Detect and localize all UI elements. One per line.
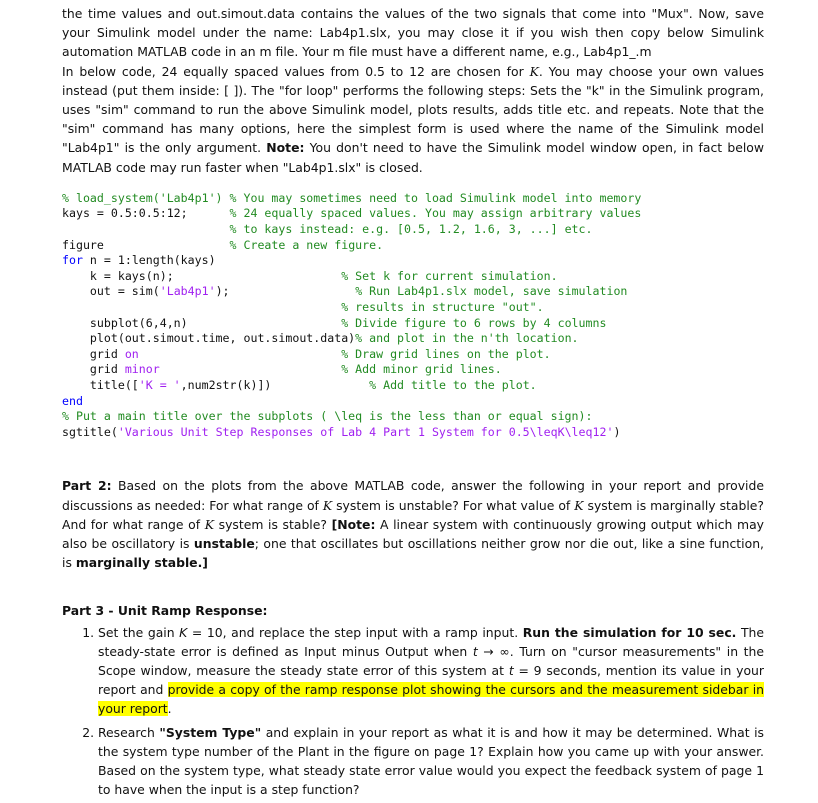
code-line: k = kays(n); — [62, 268, 342, 283]
code-comment: % Draw grid lines on the plot. — [341, 346, 551, 361]
code-line: plot(out.simout.time, out.simout.data) — [62, 331, 356, 346]
code-comment: % Add title to the plot. — [369, 377, 537, 392]
code-line: ) — [613, 424, 621, 439]
code-string: on — [124, 346, 139, 361]
code-comment: % and plot in the n'th location. — [355, 331, 579, 346]
intro-paragraph-2 — [62, 62, 764, 177]
code-indent — [62, 300, 341, 314]
highlighted-text: provide a copy of the ramp response plot showing the cursors and the measurement sidebar in your report — [98, 682, 764, 717]
part2-paragraph — [62, 476, 764, 572]
matlab-code-block — [62, 191, 764, 441]
code-line: grid — [62, 346, 125, 361]
code-line: out = sim( — [62, 284, 160, 299]
code-line: sgtitle( — [62, 424, 118, 439]
code-line — [139, 347, 341, 361]
code-comment: % to kays instead: e.g. [0.5, 1.2, 1.6, 3, ...] etc. — [229, 222, 593, 237]
part2-label: Part 2: — [62, 478, 112, 494]
item-bold: "System Type" — [159, 724, 262, 740]
code-line: ); — [215, 284, 356, 299]
code-line: title([ — [62, 377, 139, 392]
marginally-stable-term: marginally stable.] — [75, 555, 208, 571]
intro-text-2c: You don't need to have the Simulink model window open, in fact below MATLAB code may run faster when "Lab4p1.slx" is closed. — [62, 140, 764, 175]
code-comment: % 24 equally spaced values. You may assign arbitrary values — [229, 206, 642, 221]
code-line: grid — [62, 362, 125, 377]
part3-list — [62, 623, 764, 800]
code-string: 'K = ' — [138, 377, 181, 392]
part2-text: Based on the plots from the above MATLAB code, answer the following in your report and provide discussions as needed: For what range of — [62, 478, 764, 513]
code-line: figure — [62, 237, 230, 252]
code-keyword: for — [62, 253, 83, 268]
list-item — [98, 723, 764, 800]
code-string: 'Various Unit Step Responses of Lab 4 Part 1 System for 0.5\leqK\leq12' — [117, 424, 614, 439]
item-text: and explain in your report as what it is and how it may be determined. What is the system type number of the Plant in the figure on page 1? Explain how you came up with your answer. Based on the system type, what steady state error value would you expect the feedback system of page 1 to have when the input is a step function? — [98, 724, 764, 798]
part2-text: system is unstable? For what value of — [332, 497, 575, 513]
intro-text-2b: . You may choose your own values instead (put them inside: [ ]). The "for loop" performs the following steps: Sets the "k" in the Simulink program, uses "sim" command to run the above Simulink model, plots results, adds title etc. and repeats. Note that the "sim" command has many options, here the simplest form is used where the name of the Simulink model "Lab4p1" is the only argument. — [62, 63, 765, 156]
item-text: → ∞. Turn on "cursor measurements" in the Scope window, measure the steady state error of this system at — [98, 643, 765, 678]
intro-text-1: the time values and out.simout.data contains the values of the two signals that come into "Mux". Now, save your Simulink model under the name: Lab4p1.slx, you may close it if you wish then copy below Simulink automation MATLAB code in an m file. Your m file must have a different name, e.g., Lab4p1_.m — [62, 6, 764, 60]
code-line: subplot(6,4,n) — [62, 315, 342, 330]
part2-text: system is stable? — [214, 516, 332, 532]
item-text: = 10, and replace the step input with a ramp input. — [187, 624, 523, 640]
part2-text: ; one that oscillates but oscillations neither grow nor die out, like a sine function, is — [62, 535, 764, 571]
code-comment: % results in structure "out". — [341, 299, 544, 314]
code-comment: % Add minor grid lines. — [341, 362, 502, 377]
var-t: t — [472, 643, 478, 659]
intro-paragraph-1 — [62, 4, 764, 62]
part3-heading-text: Part 3 - Unit Ramp Response: — [62, 603, 268, 619]
note-label: Note: — [266, 140, 305, 156]
code-indent — [62, 222, 230, 236]
intro-text-2a: In below code, 24 equally spaced values from 0.5 to 12 are chosen for — [62, 63, 530, 79]
item-bold: Run the simulation for 10 sec. — [522, 624, 737, 640]
code-keyword: end — [62, 393, 83, 408]
note-label: [Note: — [331, 516, 376, 532]
code-comment: % load_system('Lab4p1') % You may sometimes need to load Simulink model into memory — [62, 190, 642, 205]
var-t: t — [508, 662, 514, 678]
part2-text: system is marginally stable? And for what range of — [62, 497, 765, 532]
code-comment: % Create a new figure. — [229, 237, 384, 252]
code-comment: % Divide figure to 6 rows by 4 columns — [341, 315, 607, 330]
document-page — [62, 4, 764, 803]
item-text: The steady-state error is defined as Input minus Output when — [98, 624, 764, 659]
list-item — [98, 623, 764, 719]
part3-heading — [62, 601, 764, 620]
item-text: Set the gain — [98, 624, 180, 640]
var-k: K — [574, 497, 584, 513]
var-k: K — [204, 516, 214, 532]
var-k: K — [529, 63, 539, 79]
item-text: = 9 seconds, mention its value in your report and — [98, 662, 764, 698]
var-k: K — [179, 624, 188, 640]
var-k: K — [322, 497, 333, 513]
code-comment: % Set k for current simulation. — [341, 268, 558, 283]
unstable-term: unstable — [193, 535, 255, 551]
item-text: Research — [98, 724, 160, 740]
code-line: kays = 0.5:0.5:12; — [62, 206, 230, 221]
part2-text: A linear system with continuously growing output which may also be oscillatory is — [62, 516, 764, 551]
code-line: n = 1:length(kays) — [82, 253, 216, 268]
code-comment: % Run Lab4p1.slx model, save simulation — [355, 284, 628, 299]
code-line — [160, 362, 341, 376]
code-comment: % Put a main title over the subplots ( \leq is the less than or equal sign): — [62, 409, 593, 424]
code-string: 'Lab4p1' — [159, 284, 216, 299]
code-line: ,num2str(k)]) — [180, 377, 370, 392]
code-string: minor — [124, 362, 160, 377]
item-text: . — [167, 701, 172, 717]
